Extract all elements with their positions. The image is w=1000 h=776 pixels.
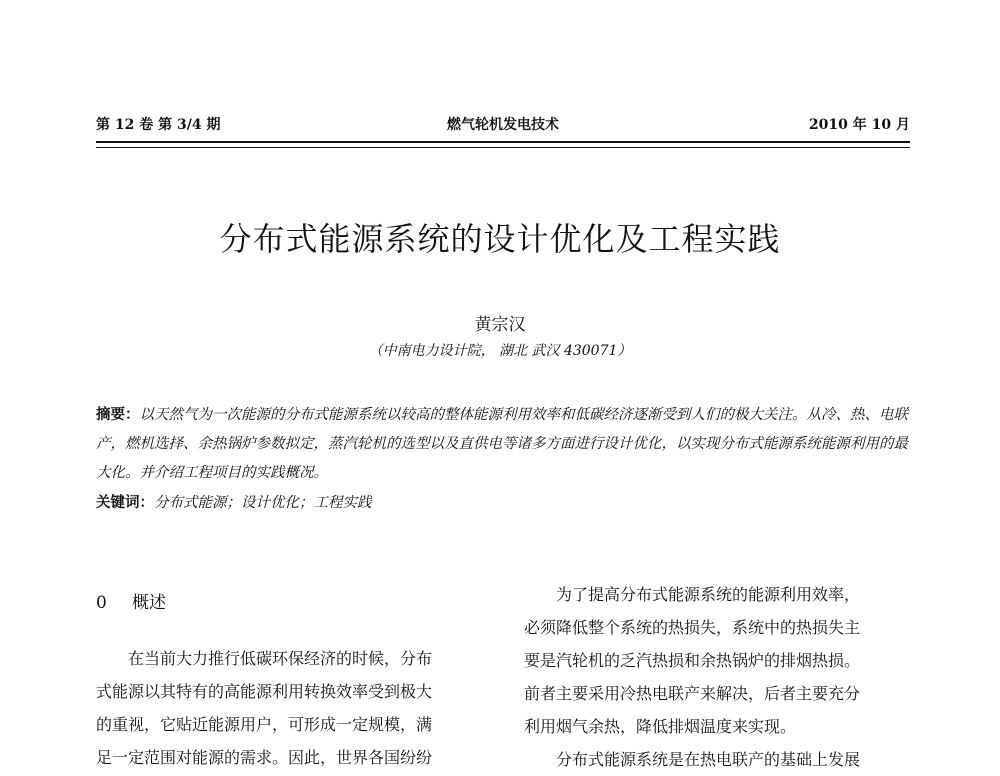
journal-name: 燃气轮机发电技术 [447, 117, 559, 133]
left-column [96, 642, 490, 774]
section-title: 概述 [132, 593, 166, 613]
right-column [524, 578, 916, 776]
text-line: 要是汽轮机的乏汽热损和余热锅炉的排烟热损。 [524, 651, 861, 670]
text-line: 利用烟气余热，降低排烟温度来实现。 [524, 717, 797, 736]
text-line: 的重视，它贴近能源用户，可形成一定规模，满 [96, 715, 433, 734]
keywords-text: 分布式能源；设计优化；工程实践 [154, 495, 372, 511]
section-heading [96, 588, 166, 613]
text-line: 必须降低整个系统的热损失，系统中的热损失主 [524, 618, 861, 637]
text-line: 足一定范围对能源的需求。因此，世界各国纷纷 [96, 748, 433, 767]
text-line: 为了提高分布式能源系统的能源利用效率， [556, 585, 861, 604]
running-header [96, 114, 910, 136]
section-number: 0 [96, 593, 107, 613]
abstract-label: 摘要： [96, 406, 140, 423]
text-line: 分布式能源系统是在热电联产的基础上发展 [556, 750, 861, 769]
text-line: 前者主要采用冷热电联产来解决，后者主要充分 [524, 684, 861, 703]
author-name: 黄宗汉 [474, 315, 526, 335]
abstract-text: 以天然气为一次能源的分布式能源系统以较高的整体能源利用效率和低碳经济逐渐受到人们的极大关注。从冷、热、电联产，燃机选择、余热锅炉参数拟定，蒸汽轮机的选型以及直供电等诸多方面进行设计优化，以实现分布式能源系统能源利用的最大化。并介绍工程项目的实践概况。 [96, 407, 908, 481]
text-line: 式能源以其特有的高能源利用转换效率受到极大 [96, 682, 433, 701]
paper-title: 分布式能源系统的设计优化及工程实践 [219, 220, 781, 258]
header-rule-thin [96, 147, 910, 148]
abstract [96, 400, 914, 488]
author-affiliation: （中南电力设计院， 湖北 武汉 430071） [368, 343, 632, 359]
keywords [96, 488, 914, 518]
text-line: 在当前大力推行低碳环保经济的时候，分布 [128, 649, 433, 668]
volume-issue: 第 12 卷 第 3/4 期 [96, 117, 221, 133]
left-paragraph [96, 642, 490, 774]
keywords-label: 关键词： [96, 494, 154, 511]
publication-date: 2010 年 10 月 [808, 117, 910, 133]
right-paragraph-1 [524, 578, 916, 743]
header-rule-thick [96, 141, 910, 143]
